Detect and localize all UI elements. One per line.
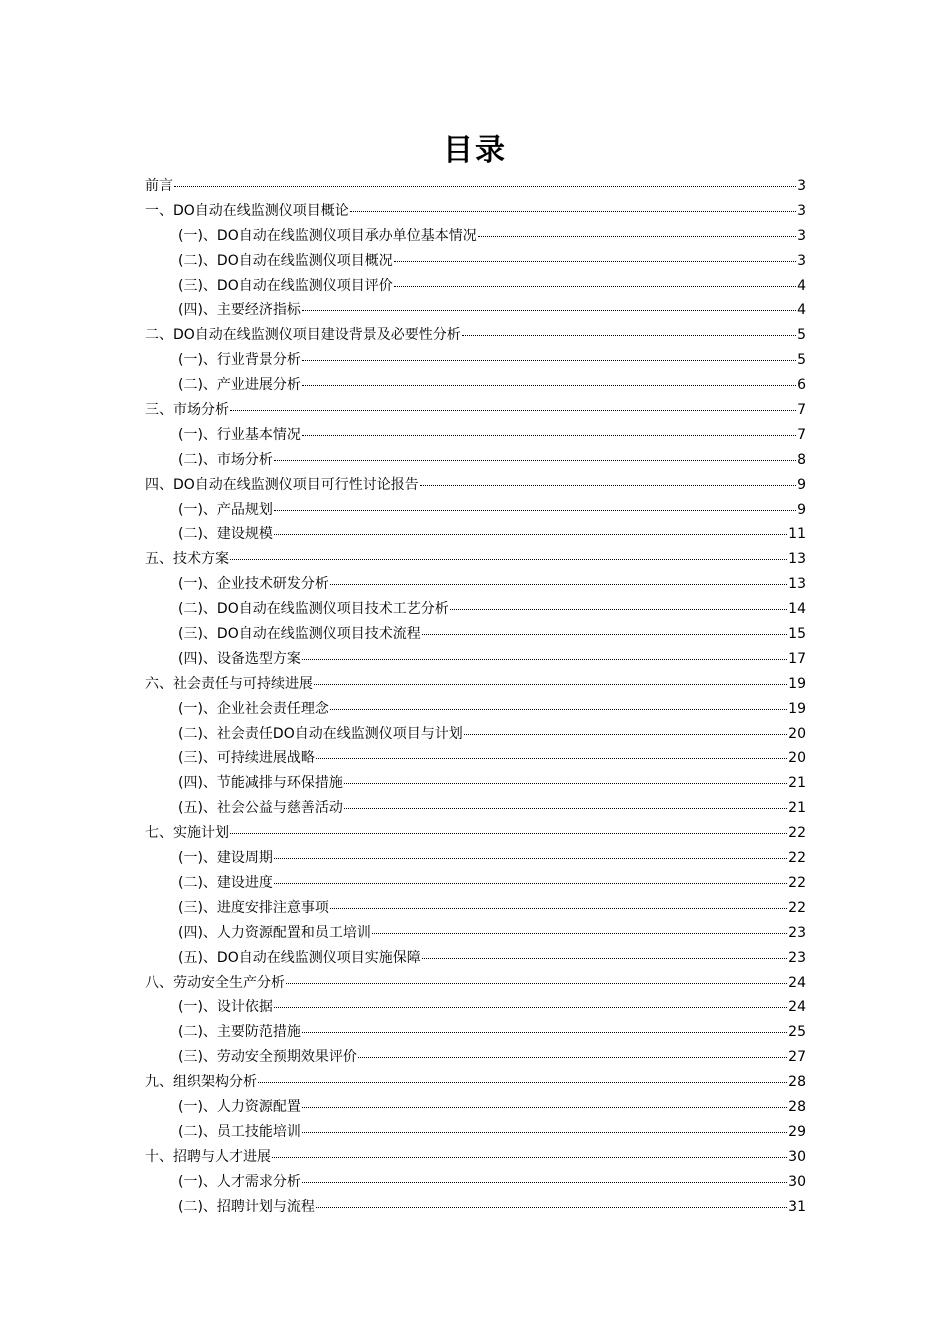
toc-page-number: 13	[788, 551, 806, 568]
toc-entry-text: (二)、DO自动在线监测仪项目概况	[178, 252, 393, 269]
toc-list	[145, 174, 806, 1219]
toc-entry-text: (四)、主要经济指标	[178, 302, 301, 319]
toc-section-entry[interactable]	[145, 1020, 806, 1045]
toc-dot-leader	[462, 333, 796, 336]
toc-dot-leader	[302, 308, 796, 311]
toc-chapter-entry[interactable]	[145, 821, 806, 846]
toc-entry-text: 一、DO自动在线监测仪项目概论	[145, 202, 349, 219]
toc-section-entry[interactable]	[145, 572, 806, 597]
toc-entry-text: (二)、DO自动在线监测仪项目技术工艺分析	[178, 601, 449, 618]
toc-entry-text: (三)、劳动安全预期效果评价	[178, 1049, 357, 1066]
toc-page-number: 20	[788, 725, 806, 742]
toc-entry-text: (一)、行业背景分析	[178, 352, 301, 369]
toc-chapter-entry[interactable]	[145, 547, 806, 572]
toc-page-number: 13	[788, 576, 806, 593]
toc-page-number: 17	[788, 650, 806, 667]
toc-dot-leader	[230, 831, 787, 834]
toc-entry-text: (二)、员工技能培训	[178, 1123, 301, 1140]
toc-page-number: 29	[788, 1123, 806, 1140]
toc-entry-text: (一)、企业技术研发分析	[178, 576, 329, 593]
toc-page-number: 3	[797, 202, 806, 219]
toc-page-number: 14	[788, 601, 806, 618]
toc-dot-leader	[274, 1005, 787, 1008]
toc-page-number: 9	[797, 501, 806, 518]
toc-dot-leader	[316, 1205, 787, 1208]
toc-section-entry[interactable]	[145, 1195, 806, 1220]
toc-chapter-entry[interactable]	[145, 323, 806, 348]
toc-section-entry[interactable]	[145, 448, 806, 473]
toc-dot-leader	[174, 184, 796, 187]
toc-dot-leader	[302, 383, 796, 386]
toc-dot-leader	[394, 284, 796, 287]
toc-page-number: 19	[788, 700, 806, 717]
toc-page-number: 23	[788, 924, 806, 941]
toc-section-entry[interactable]	[145, 697, 806, 722]
toc-entry-text: (一)、企业社会责任理念	[178, 700, 329, 717]
toc-entry-text: 三、市场分析	[145, 402, 229, 419]
toc-entry-text: (二)、产业进展分析	[178, 377, 301, 394]
toc-entry-text: (五)、DO自动在线监测仪项目实施保障	[178, 949, 421, 966]
toc-page-number: 19	[788, 675, 806, 692]
toc-page-number: 7	[797, 402, 806, 419]
toc-section-entry[interactable]	[145, 746, 806, 771]
toc-page-number: 25	[788, 1024, 806, 1041]
toc-entry-text: (三)、DO自动在线监测仪项目评价	[178, 277, 393, 294]
toc-page-number: 15	[788, 626, 806, 643]
toc-dot-leader	[394, 259, 796, 262]
toc-chapter-entry[interactable]	[145, 1145, 806, 1170]
toc-page-number: 22	[788, 850, 806, 867]
toc-dot-leader	[350, 209, 796, 212]
toc-entry-text: (一)、人力资源配置	[178, 1098, 301, 1115]
toc-entry-text: (三)、可持续进展战略	[178, 750, 315, 767]
toc-section-entry[interactable]	[145, 522, 806, 547]
toc-title: 目录	[443, 133, 507, 168]
toc-section-entry[interactable]	[145, 1045, 806, 1070]
toc-dot-leader	[274, 458, 796, 461]
toc-dot-leader	[422, 956, 787, 959]
toc-dot-leader	[330, 707, 787, 710]
toc-dot-leader	[230, 408, 796, 411]
toc-section-entry[interactable]	[145, 647, 806, 672]
toc-entry-text: 十、招聘与人才进展	[145, 1148, 271, 1165]
toc-page-number: 5	[797, 352, 806, 369]
toc-section-entry[interactable]	[145, 249, 806, 274]
toc-entry-text: (一)、产品规划	[178, 501, 273, 518]
toc-entry-text: 七、实施计划	[145, 825, 229, 842]
toc-page-number: 31	[788, 1198, 806, 1215]
toc-dot-leader	[230, 557, 787, 560]
toc-entry-text: (五)、社会公益与慈善活动	[178, 800, 343, 817]
toc-entry-text: (一)、建设周期	[178, 850, 273, 867]
toc-chapter-entry[interactable]	[145, 473, 806, 498]
toc-dot-leader	[478, 234, 796, 237]
toc-section-entry[interactable]	[145, 871, 806, 896]
toc-dot-leader	[302, 1105, 787, 1108]
toc-dot-leader	[420, 483, 796, 486]
toc-page-number: 24	[788, 999, 806, 1016]
toc-page-number: 4	[797, 277, 806, 294]
toc-page-number: 27	[788, 1049, 806, 1066]
toc-section-entry[interactable]	[145, 771, 806, 796]
toc-entry-text: (二)、建设进度	[178, 874, 273, 891]
toc-section-entry[interactable]	[145, 1095, 806, 1120]
toc-dot-leader	[274, 881, 787, 884]
toc-entry-text: 二、DO自动在线监测仪项目建设背景及必要性分析	[145, 327, 461, 344]
toc-chapter-entry[interactable]	[145, 1070, 806, 1095]
toc-section-entry[interactable]	[145, 896, 806, 921]
toc-page-number: 3	[797, 178, 806, 194]
toc-entry-text: (二)、主要防范措施	[178, 1024, 301, 1041]
toc-page-number: 23	[788, 949, 806, 966]
toc-section-entry[interactable]	[145, 298, 806, 323]
toc-page-number: 5	[797, 327, 806, 344]
toc-section-entry[interactable]	[145, 1120, 806, 1145]
toc-entry-text: (一)、行业基本情况	[178, 426, 301, 443]
toc-dot-leader	[450, 607, 787, 610]
toc-dot-leader	[274, 856, 787, 859]
toc-page-number: 7	[797, 426, 806, 443]
toc-section-entry[interactable]	[145, 995, 806, 1020]
toc-entry-text: (一)、设计依据	[178, 999, 273, 1016]
toc-page-number: 8	[797, 451, 806, 468]
toc-entry-text: (四)、节能减排与环保措施	[178, 775, 343, 792]
toc-section-entry[interactable]	[145, 921, 806, 946]
toc-entry-text: 九、组织架构分析	[145, 1074, 257, 1091]
toc-entry-text: (一)、DO自动在线监测仪项目承办单位基本情况	[178, 227, 477, 244]
toc-section-entry[interactable]	[145, 946, 806, 971]
toc-page-number: 28	[788, 1098, 806, 1115]
toc-entry-text: (二)、社会责任DO自动在线监测仪项目与计划	[178, 725, 463, 742]
toc-section-entry[interactable]	[145, 498, 806, 523]
toc-entry-text: (二)、招聘计划与流程	[178, 1198, 315, 1215]
toc-page-number: 24	[788, 974, 806, 991]
toc-chapter-entry[interactable]	[145, 971, 806, 996]
toc-chapter-entry[interactable]	[145, 672, 806, 697]
toc-dot-leader	[314, 682, 787, 685]
toc-dot-leader	[274, 532, 787, 535]
toc-dot-leader	[272, 1155, 787, 1158]
toc-dot-leader	[258, 1080, 787, 1083]
toc-section-entry[interactable]	[145, 846, 806, 871]
toc-dot-leader	[344, 806, 787, 809]
toc-dot-leader	[316, 756, 787, 759]
toc-page-number: 9	[797, 476, 806, 493]
toc-page-number: 3	[797, 227, 806, 244]
toc-entry-text: (四)、人力资源配置和员工培训	[178, 924, 371, 941]
toc-section-entry[interactable]	[145, 796, 806, 821]
toc-section-entry[interactable]	[145, 722, 806, 747]
toc-chapter-entry[interactable]	[145, 174, 806, 199]
toc-entry-text: (三)、进度安排注意事项	[178, 899, 329, 916]
toc-section-entry[interactable]	[145, 224, 806, 249]
toc-dot-leader	[302, 657, 787, 660]
toc-dot-leader	[286, 981, 787, 984]
toc-section-entry[interactable]	[145, 597, 806, 622]
toc-dot-leader	[330, 582, 787, 585]
toc-page-number: 22	[788, 899, 806, 916]
toc-page-number: 3	[797, 252, 806, 269]
toc-entry-text: (一)、人才需求分析	[178, 1173, 301, 1190]
toc-entry-text: (二)、建设规模	[178, 526, 273, 543]
toc-chapter-entry[interactable]	[145, 398, 806, 423]
toc-entry-text: (二)、市场分析	[178, 451, 273, 468]
toc-dot-leader	[330, 906, 787, 909]
toc-dot-leader	[358, 1055, 787, 1058]
toc-entry-text: 八、劳动安全生产分析	[145, 974, 285, 991]
toc-dot-leader	[302, 358, 796, 361]
toc-section-entry[interactable]	[145, 274, 806, 299]
toc-dot-leader	[302, 1030, 787, 1033]
toc-chapter-entry[interactable]	[145, 199, 806, 224]
toc-page-number: 22	[788, 825, 806, 842]
toc-dot-leader	[344, 781, 787, 784]
toc-dot-leader	[422, 632, 787, 635]
toc-dot-leader	[302, 1180, 787, 1183]
toc-section-entry[interactable]	[145, 1170, 806, 1195]
toc-dot-leader	[302, 1130, 787, 1133]
toc-section-entry[interactable]	[145, 622, 806, 647]
toc-page-number: 28	[788, 1074, 806, 1091]
toc-entry-text: 前言	[145, 178, 173, 194]
toc-page-number: 21	[788, 775, 806, 792]
toc-dot-leader	[302, 433, 796, 436]
toc-dot-leader	[274, 508, 796, 511]
toc-page-number: 4	[797, 302, 806, 319]
toc-page-number: 21	[788, 800, 806, 817]
toc-page-number: 22	[788, 874, 806, 891]
toc-dot-leader	[372, 931, 787, 934]
toc-page-number: 20	[788, 750, 806, 767]
toc-entry-text: (三)、DO自动在线监测仪项目技术流程	[178, 626, 421, 643]
toc-page-number: 11	[788, 526, 806, 543]
toc-entry-text: 四、DO自动在线监测仪项目可行性讨论报告	[145, 476, 419, 493]
toc-section-entry[interactable]	[145, 373, 806, 398]
toc-section-entry[interactable]	[145, 423, 806, 448]
toc-page-number: 30	[788, 1148, 806, 1165]
toc-page-number: 30	[788, 1173, 806, 1190]
toc-dot-leader	[464, 732, 787, 735]
toc-page-number: 6	[797, 377, 806, 394]
toc-entry-text: 五、技术方案	[145, 551, 229, 568]
toc-section-entry[interactable]	[145, 348, 806, 373]
toc-entry-text: (四)、设备选型方案	[178, 650, 301, 667]
toc-entry-text: 六、社会责任与可持续进展	[145, 675, 313, 692]
